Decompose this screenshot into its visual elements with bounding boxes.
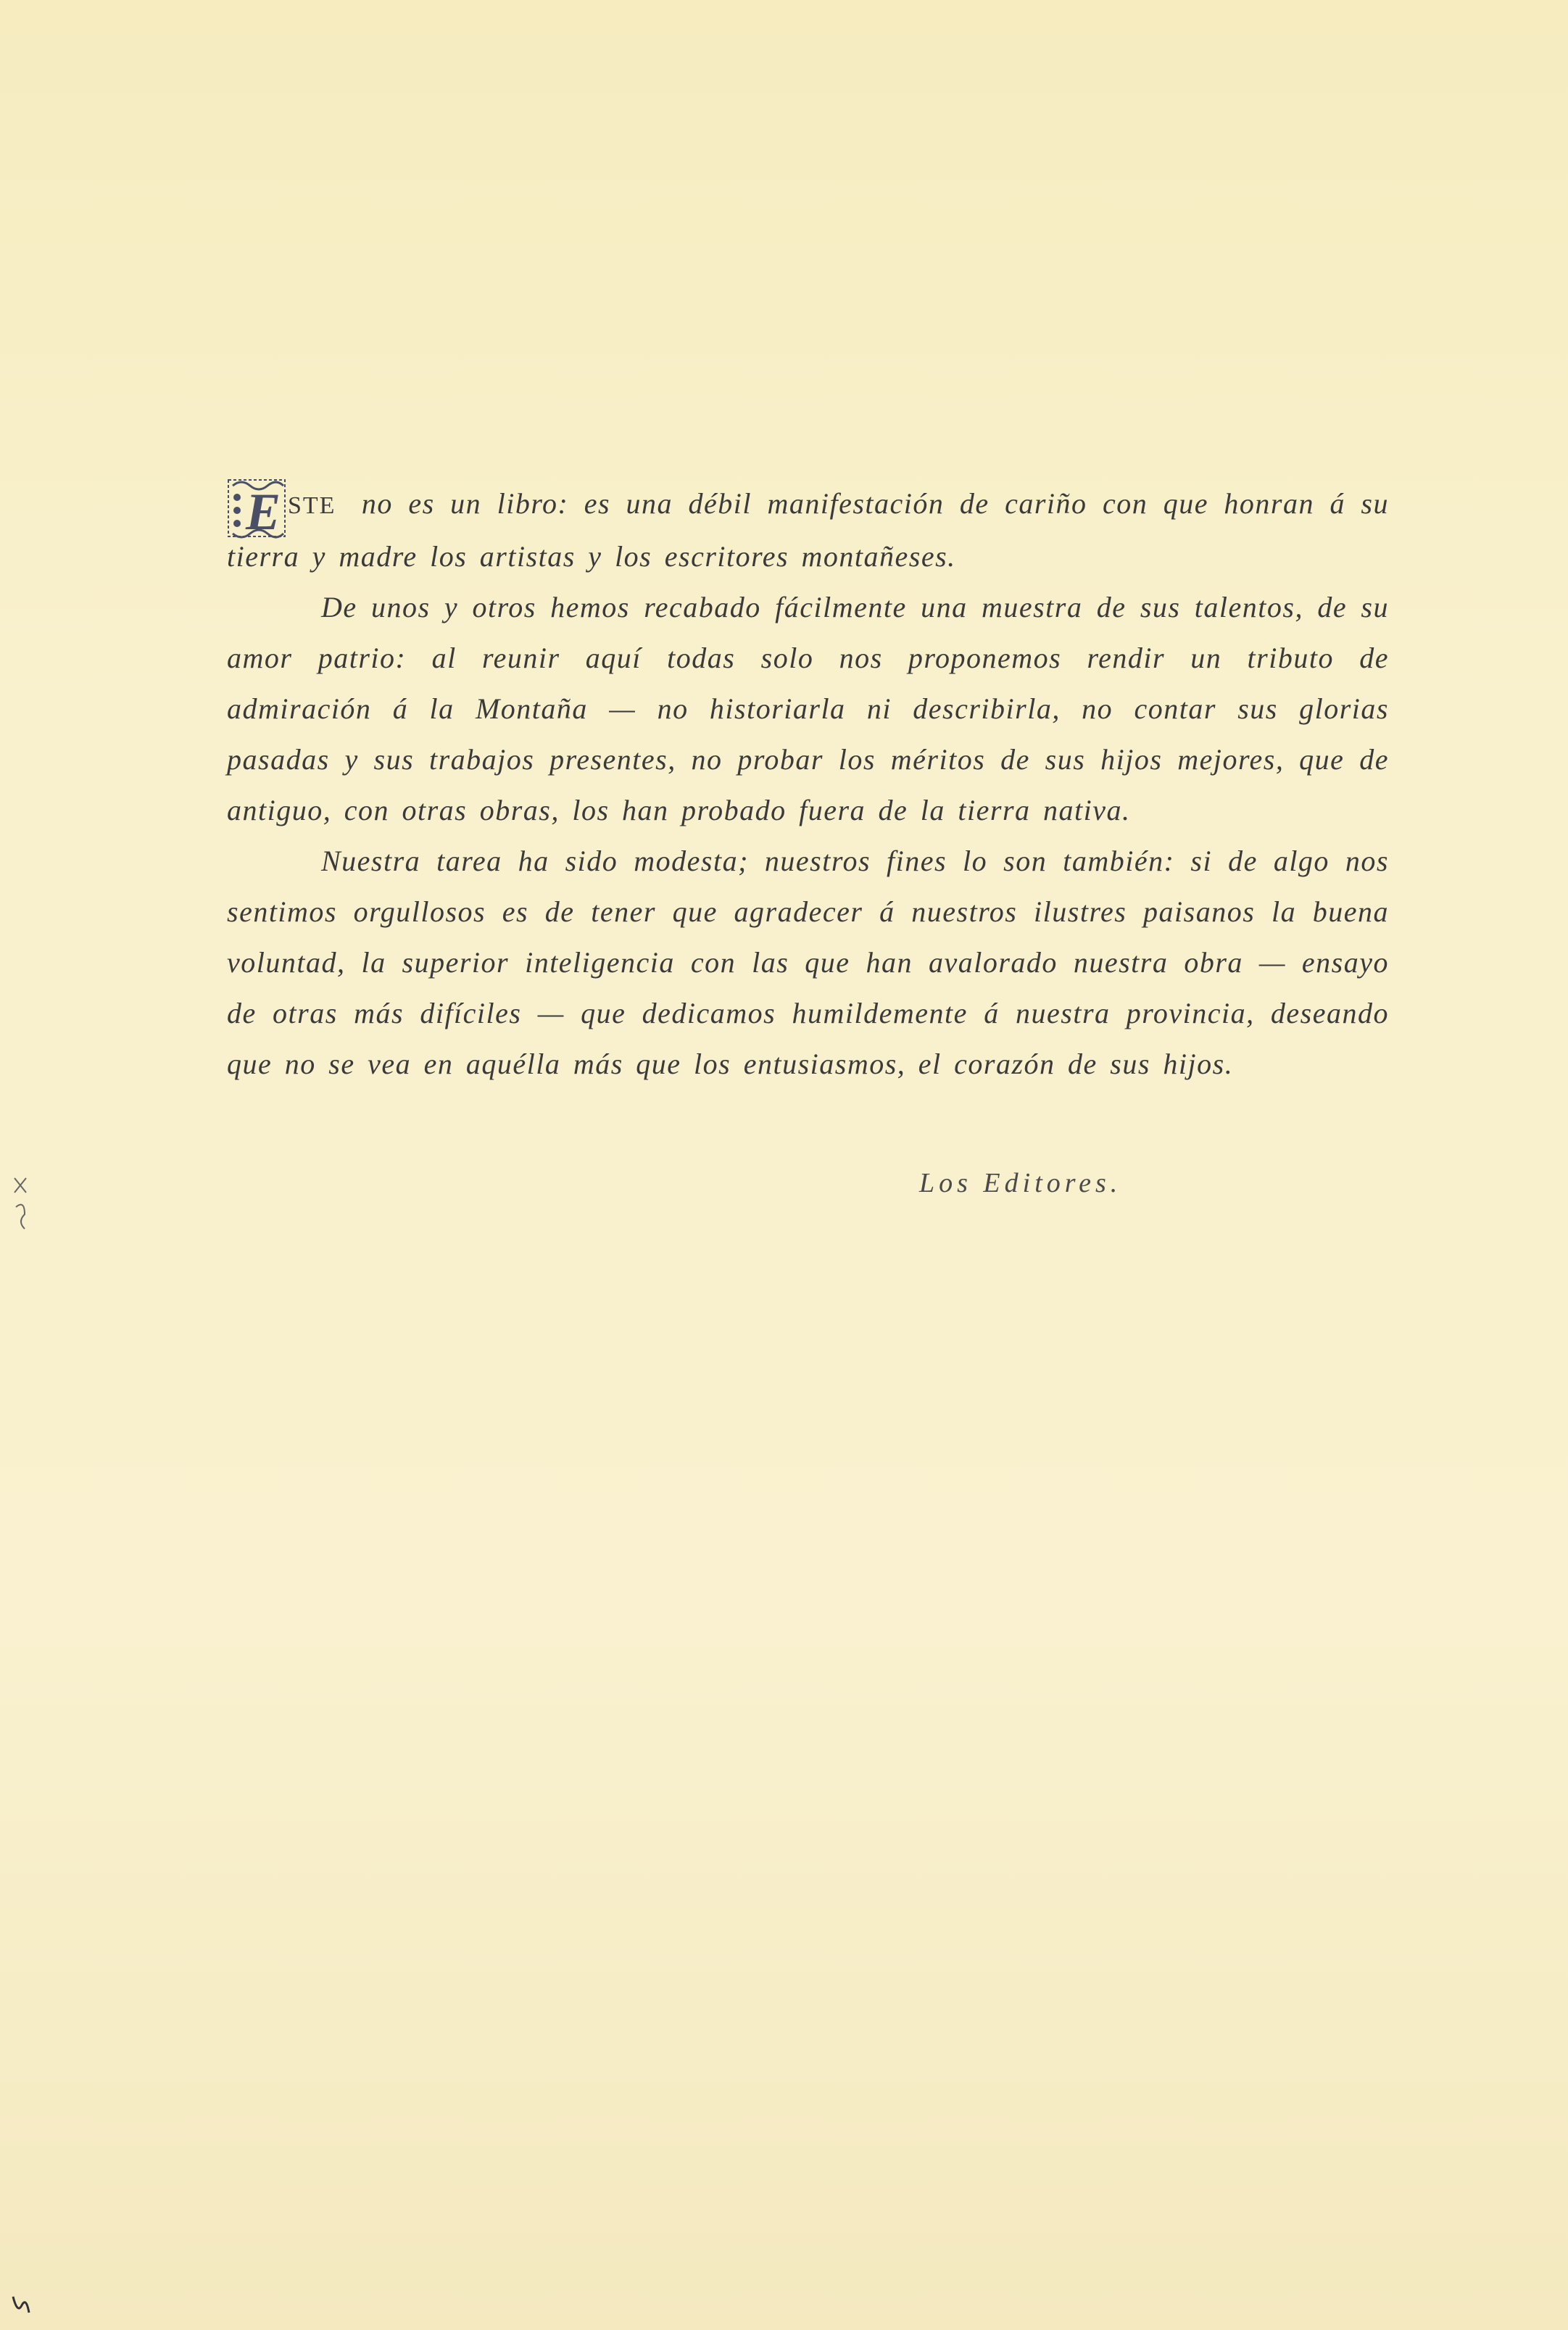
margin-ink-mark-icon [10,2291,32,2320]
dropcap-letter: E [246,483,282,541]
paragraph-1 [227,478,1389,582]
margin-pencil-mark-icon [10,1171,32,1236]
paragraph-1-text: no es un libro: es una débil manifestación de cariño con que honran á su tierra y madre los artistas y los escritores montañeses. [227,487,1389,573]
preface-text [227,478,1389,1090]
paragraph-2: De unos y otros hemos recabado fácilmente una muestra de sus talentos, de su amor patrio: al reunir aquí todas solo nos proponemos rendir un tributo de admiración á la Montaña — no historiarla ni describirla, no contar sus glorias pasadas y sus trabajos presentes, no probar los méritos de sus hijos mejores, que de antiguo, con otras obras, los han probado fuera de la tierra nativa. [227,591,1389,826]
ornamental-dropcap [227,481,283,541]
signature: Los Editores. [919,1168,1122,1198]
first-word-rest: STE [288,492,336,519]
paragraph-3: Nuestra tarea ha sido modesta; nuestros fines lo son también: si de algo nos sentimos orgullosos es de tener que agradecer á nuestros ilustres paisanos la buena voluntad, la superior inteligencia con las que han avalorado nuestra obra — ensayo de otras más difíciles — que dedicamos humildemente á nuestra provincia, deseando que no se vea en aquélla más que los entusiasmos, el corazón de sus hijos. [227,845,1389,1080]
dropcap-ornament-icon [227,476,286,545]
